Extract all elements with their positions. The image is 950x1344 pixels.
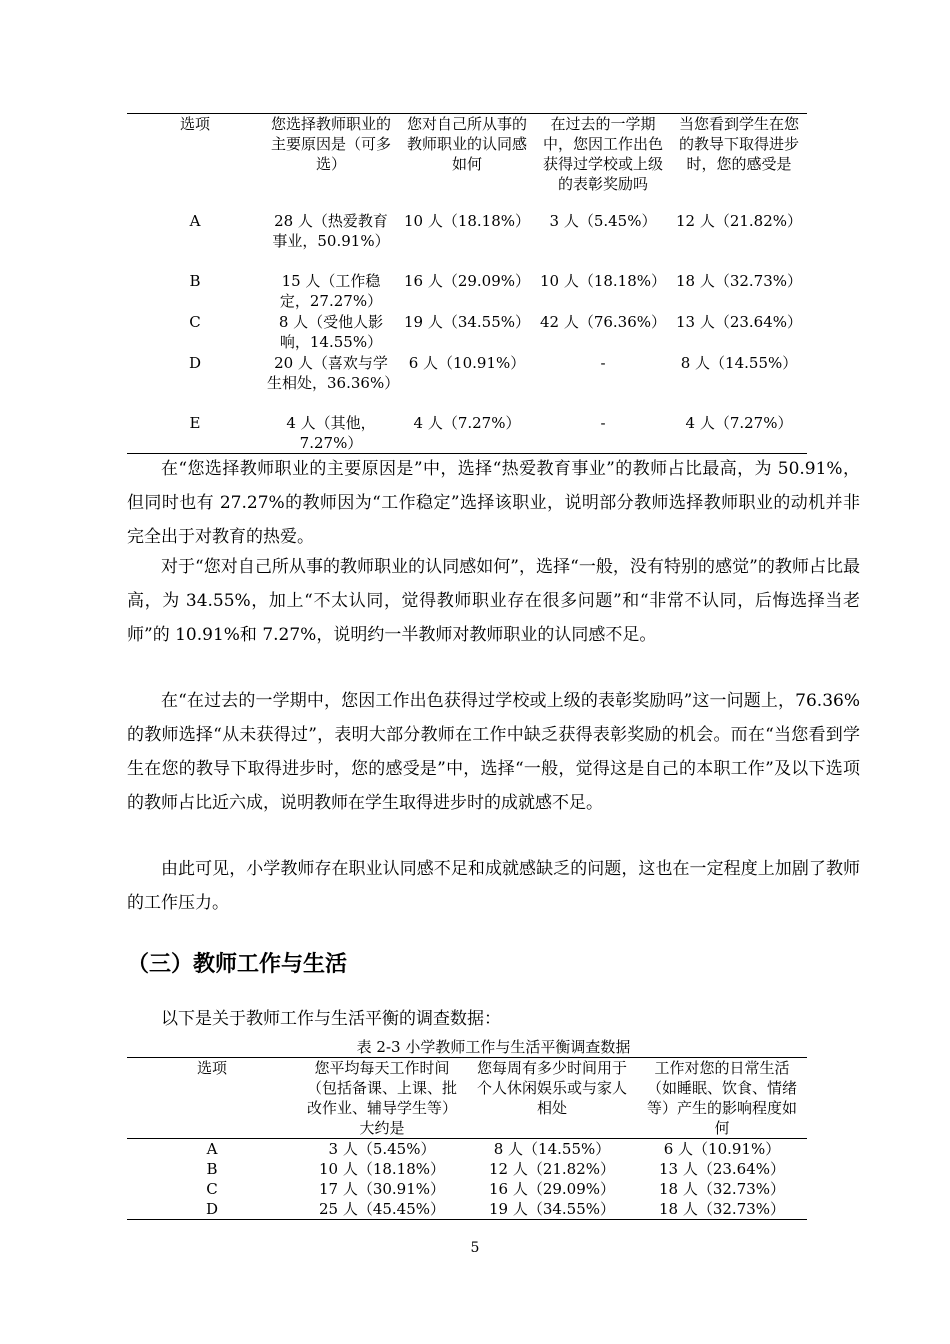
table-cell: 13 人（23.64%） [675,313,803,331]
table-cell: 3 人（5.45%） [328,1140,436,1158]
table-cell: 8 人（14.55%） [680,354,798,372]
table-header-cell: 您对自己所从事的教师职业的认同感如何 [399,114,535,212]
table-cell: A [206,1140,218,1158]
intro-paragraph: 以下是关于教师工作与生活平衡的调查数据： [161,1009,501,1029]
table-cell: 18 人（32.73%） [675,272,803,290]
table-header-cell: 您选择教师职业的主要原因是（可多选） [263,114,399,212]
table-cell: - [535,413,671,454]
table-cell: B [189,272,201,290]
table-row [127,1199,807,1220]
table-cell: 15 人（工作稳定，27.27%） [279,272,383,310]
table-row [127,1139,807,1160]
table-cell: A [189,212,201,230]
table-cell: C [206,1180,218,1198]
table-cell: C [189,313,201,331]
table-cell: 19 人（34.55%） [403,313,531,331]
table-header-row [127,1058,807,1139]
survey-table-work-life [127,1057,807,1220]
table-row [127,312,807,353]
table-cell: D [188,354,202,372]
table-header-cell: 您每周有多少时间用于个人休闲娱乐或与家人相处 [467,1058,637,1139]
body-paragraph: 在“您选择教师职业的主要原因是”中，选择“热爱教育事业”的教师占比最高，为 50.91%，但同时也有 27.27%的教师因为“工作稳定”选择该职业，说明部分教师选择教师职业的动机并非完全出于对教育的热爱。 [127,459,860,547]
table-cell: B [206,1160,218,1178]
table-cell: 8 人（受他人影响，14.55%） [278,313,384,351]
table-cell: 19 人（34.55%） [467,1199,637,1220]
table-cell: 12 人（21.82%） [488,1160,616,1178]
table-cell: 10 人（18.18%） [403,212,531,230]
table-cell: 28 人（热爱教育事业，50.91%） [272,212,390,250]
table-header-cell: 您平均每天工作时间（包括备课、上课、批改作业、辅导学生等）大约是 [297,1058,467,1139]
table-cell: 10 人（18.18%） [539,272,667,290]
body-paragraph: 在“在过去的一学期中，您因工作出色获得过学校或上级的表彰奖励吗”这一问题上，76.36%的教师选择“从未获得过”，表明大部分教师在工作中缺乏获得表彰奖励的机会。而在“当您看到学生在您的教导下取得进步时，您的感受是”中，选择“一般，觉得这是自己的本职工作”及以下选项的教师占比近六成，说明教师在学生取得进步时的成就感不足。 [127,691,860,813]
table-cell: 12 人（21.82%） [675,212,803,230]
table-cell: 4 人（7.27%） [399,413,535,454]
table-row [127,1159,807,1179]
table-cell: 16 人（29.09%） [488,1180,616,1198]
section-heading: （三）教师工作与生活 [127,952,348,977]
table-cell: 8 人（14.55%） [493,1140,611,1158]
table-cell: E [127,413,263,454]
table-row [127,1179,807,1199]
table-header-cell: 选项 [127,114,263,212]
table-header-cell: 在过去的一学期中，您因工作出色获得过学校或上级的表彰奖励吗 [535,114,671,212]
table-cell: 42 人（76.36%） [539,313,667,331]
table-header-cell: 选项 [127,1058,297,1139]
body-paragraph: 由此可见，小学教师存在职业认同感不足和成就感缺乏的问题，这也在一定程度上加剧了教师的工作压力。 [127,859,860,913]
table-row [127,271,807,312]
table-cell: 4 人（其他，7.27%） [263,413,399,454]
table-cell: 4 人（7.27%） [671,413,807,454]
table-row [127,353,807,413]
table-cell: 25 人（45.45%） [297,1199,467,1220]
table-cell: - [600,354,606,372]
table-header-cell: 当您看到学生在您的教导下取得进步时，您的感受是 [671,114,807,212]
table-cell: 6 人（10.91%） [663,1140,781,1158]
table-cell: D [127,1199,297,1220]
table-cell: 13 人（23.64%） [658,1160,786,1178]
table-cell: 16 人（29.09%） [403,272,531,290]
table-cell: 20 人（喜欢与学生相处，36.36%） [267,354,400,392]
table-cell: 6 人（10.91%） [408,354,526,372]
table-cell: 3 人（5.45%） [549,212,657,230]
table-caption: 表 2-3 小学教师工作与生活平衡调查数据 [356,1038,631,1056]
table-cell: 18 人（32.73%） [637,1199,807,1220]
table-cell: 10 人（18.18%） [318,1160,446,1178]
table-cell: 18 人（32.73%） [658,1180,786,1198]
table-cell: 17 人（30.91%） [318,1180,446,1198]
table-header-cell: 工作对您的日常生活（如睡眠、饮食、情绪等）产生的影响程度如何 [637,1058,807,1139]
table-header-row [127,114,807,212]
body-paragraph: 对于“您对自己所从事的教师职业的认同感如何”，选择“一般，没有特别的感觉”的教师占比最高，为 34.55%，加上“不太认同，觉得教师职业存在很多问题”和“非常不认同，后悔选择当老师”的 10.91%和 7.27%，说明约一半教师对教师职业的认同感不足。 [127,557,860,645]
survey-table-career-identity [127,113,807,454]
table-row [127,211,807,271]
page-number: 5 [470,1240,480,1256]
table-row [127,413,807,454]
